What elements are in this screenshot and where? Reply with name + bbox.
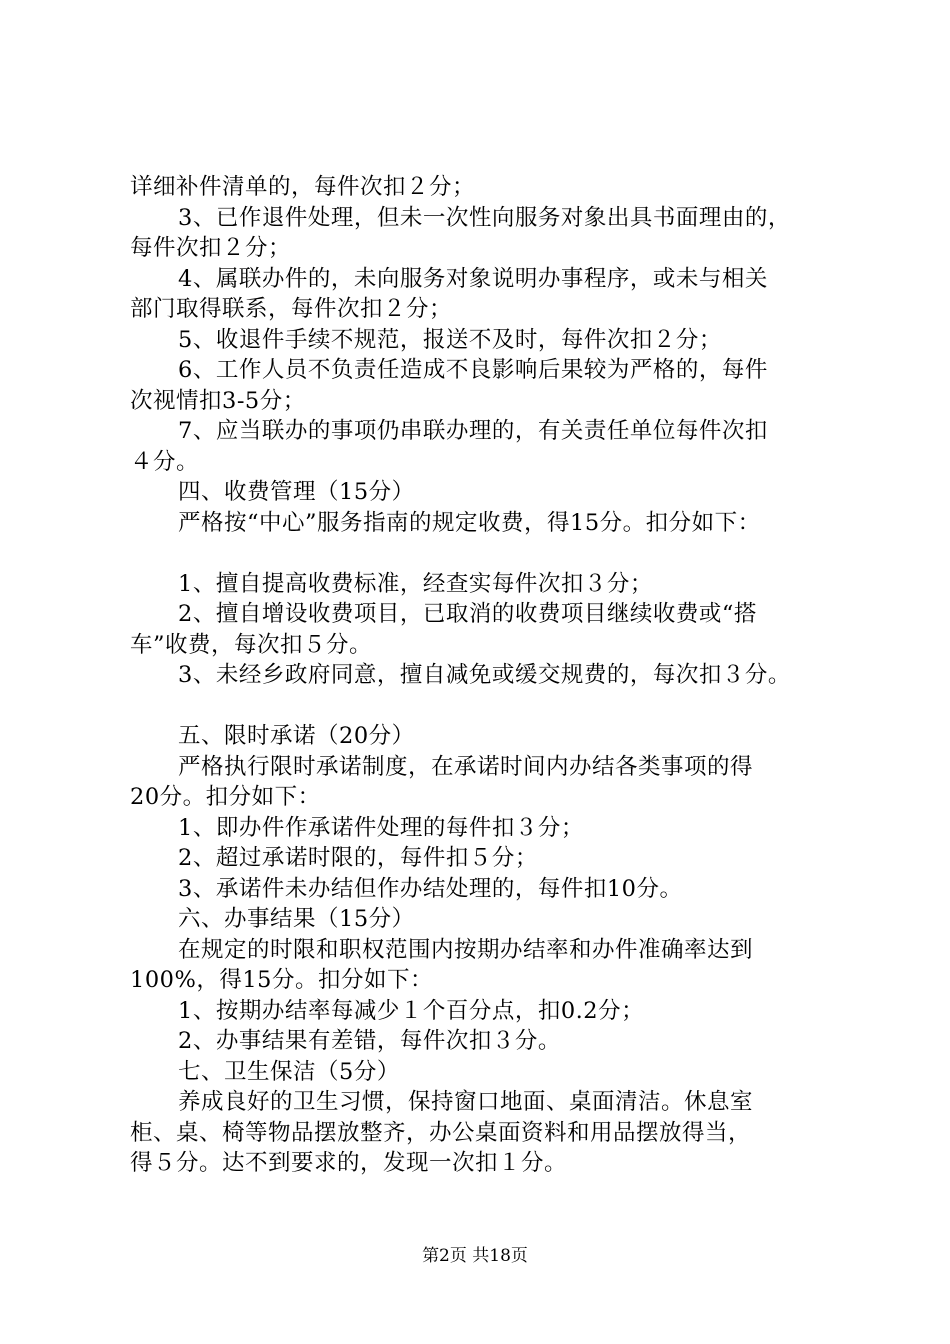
document-body — [130, 172, 830, 1179]
text-line: ４分。 — [130, 448, 200, 475]
text-line: 4、属联办件的，未向服务对象说明办事程序，或未与相关 — [178, 265, 768, 292]
text-line: 1、按期办结率每减少１个百分点，扣0.2分； — [178, 997, 645, 1024]
text-line: 七、卫生保洁（5分） — [178, 1058, 400, 1085]
text-line: 5、收退件手续不规范，报送不及时，每件次扣２分； — [178, 326, 722, 353]
text-line: 养成良好的卫生习惯，保持窗口地面、桌面清洁。休息室 — [178, 1089, 754, 1115]
text-line: 20分。扣分如下： — [130, 784, 321, 810]
text-line: 部门取得联系，每件次扣２分； — [130, 296, 453, 322]
text-line: 每件次扣２分； — [130, 235, 292, 261]
text-line: 3、未经乡政府同意，擅自减免或缓交规费的，每次扣３分。 — [178, 662, 791, 688]
text-line: 详细补件清单的，每件次扣２分； — [130, 174, 476, 200]
text-line: 3、已作退件处理，但未一次性向服务对象出具书面理由的， — [178, 204, 791, 231]
page-footer: 第2页 共18页 — [422, 1246, 528, 1266]
text-line: 3、承诺件未办结但作办结处理的，每件扣10分。 — [178, 875, 683, 902]
text-line: 车”收费，每次扣５分。 — [130, 631, 373, 658]
text-line: 1、即办件作承诺件处理的每件扣３分； — [178, 814, 584, 841]
text-line: 2、超过承诺时限的，每件扣５分； — [178, 845, 538, 871]
text-line: 在规定的时限和职权范围内按期办结率和办件准确率达到 — [178, 936, 754, 963]
text-line: 100%，得15分。扣分如下： — [130, 967, 433, 993]
text-line: 1、擅自提高收费标准，经查实每件次扣３分； — [178, 570, 653, 597]
text-line: 7、应当联办的事项仍串联办理的，有关责任单位每件次扣 — [178, 418, 768, 444]
text-line: 严格执行限时承诺制度，在承诺时间内办结各类事项的得 — [178, 753, 754, 780]
text-line: 六、办事结果（15分） — [178, 906, 415, 932]
text-line: 五、限时承诺（20分） — [178, 723, 415, 749]
text-line: 得５分。达不到要求的，发现一次扣１分。 — [130, 1150, 568, 1176]
text-line: 6、工作人员不负责任造成不良影响后果较为严格的，每件 — [178, 357, 768, 383]
text-line: 2、办事结果有差错，每件次扣３分。 — [178, 1028, 561, 1054]
blank-line — [130, 691, 830, 722]
text-line: 次视情扣3-5分； — [130, 387, 306, 414]
blank-line — [130, 538, 830, 569]
text-line: 四、收费管理（15分） — [178, 479, 415, 505]
text-line: 2、擅自增设收费项目，已取消的收费项目继续收费或“搭 — [178, 601, 757, 627]
text-line: 柜、桌、椅等物品摆放整齐，办公桌面资料和用品摆放得当， — [130, 1119, 752, 1146]
text-line: 严格按“中心”服务指南的规定收费，得15分。扣分如下： — [178, 509, 761, 536]
